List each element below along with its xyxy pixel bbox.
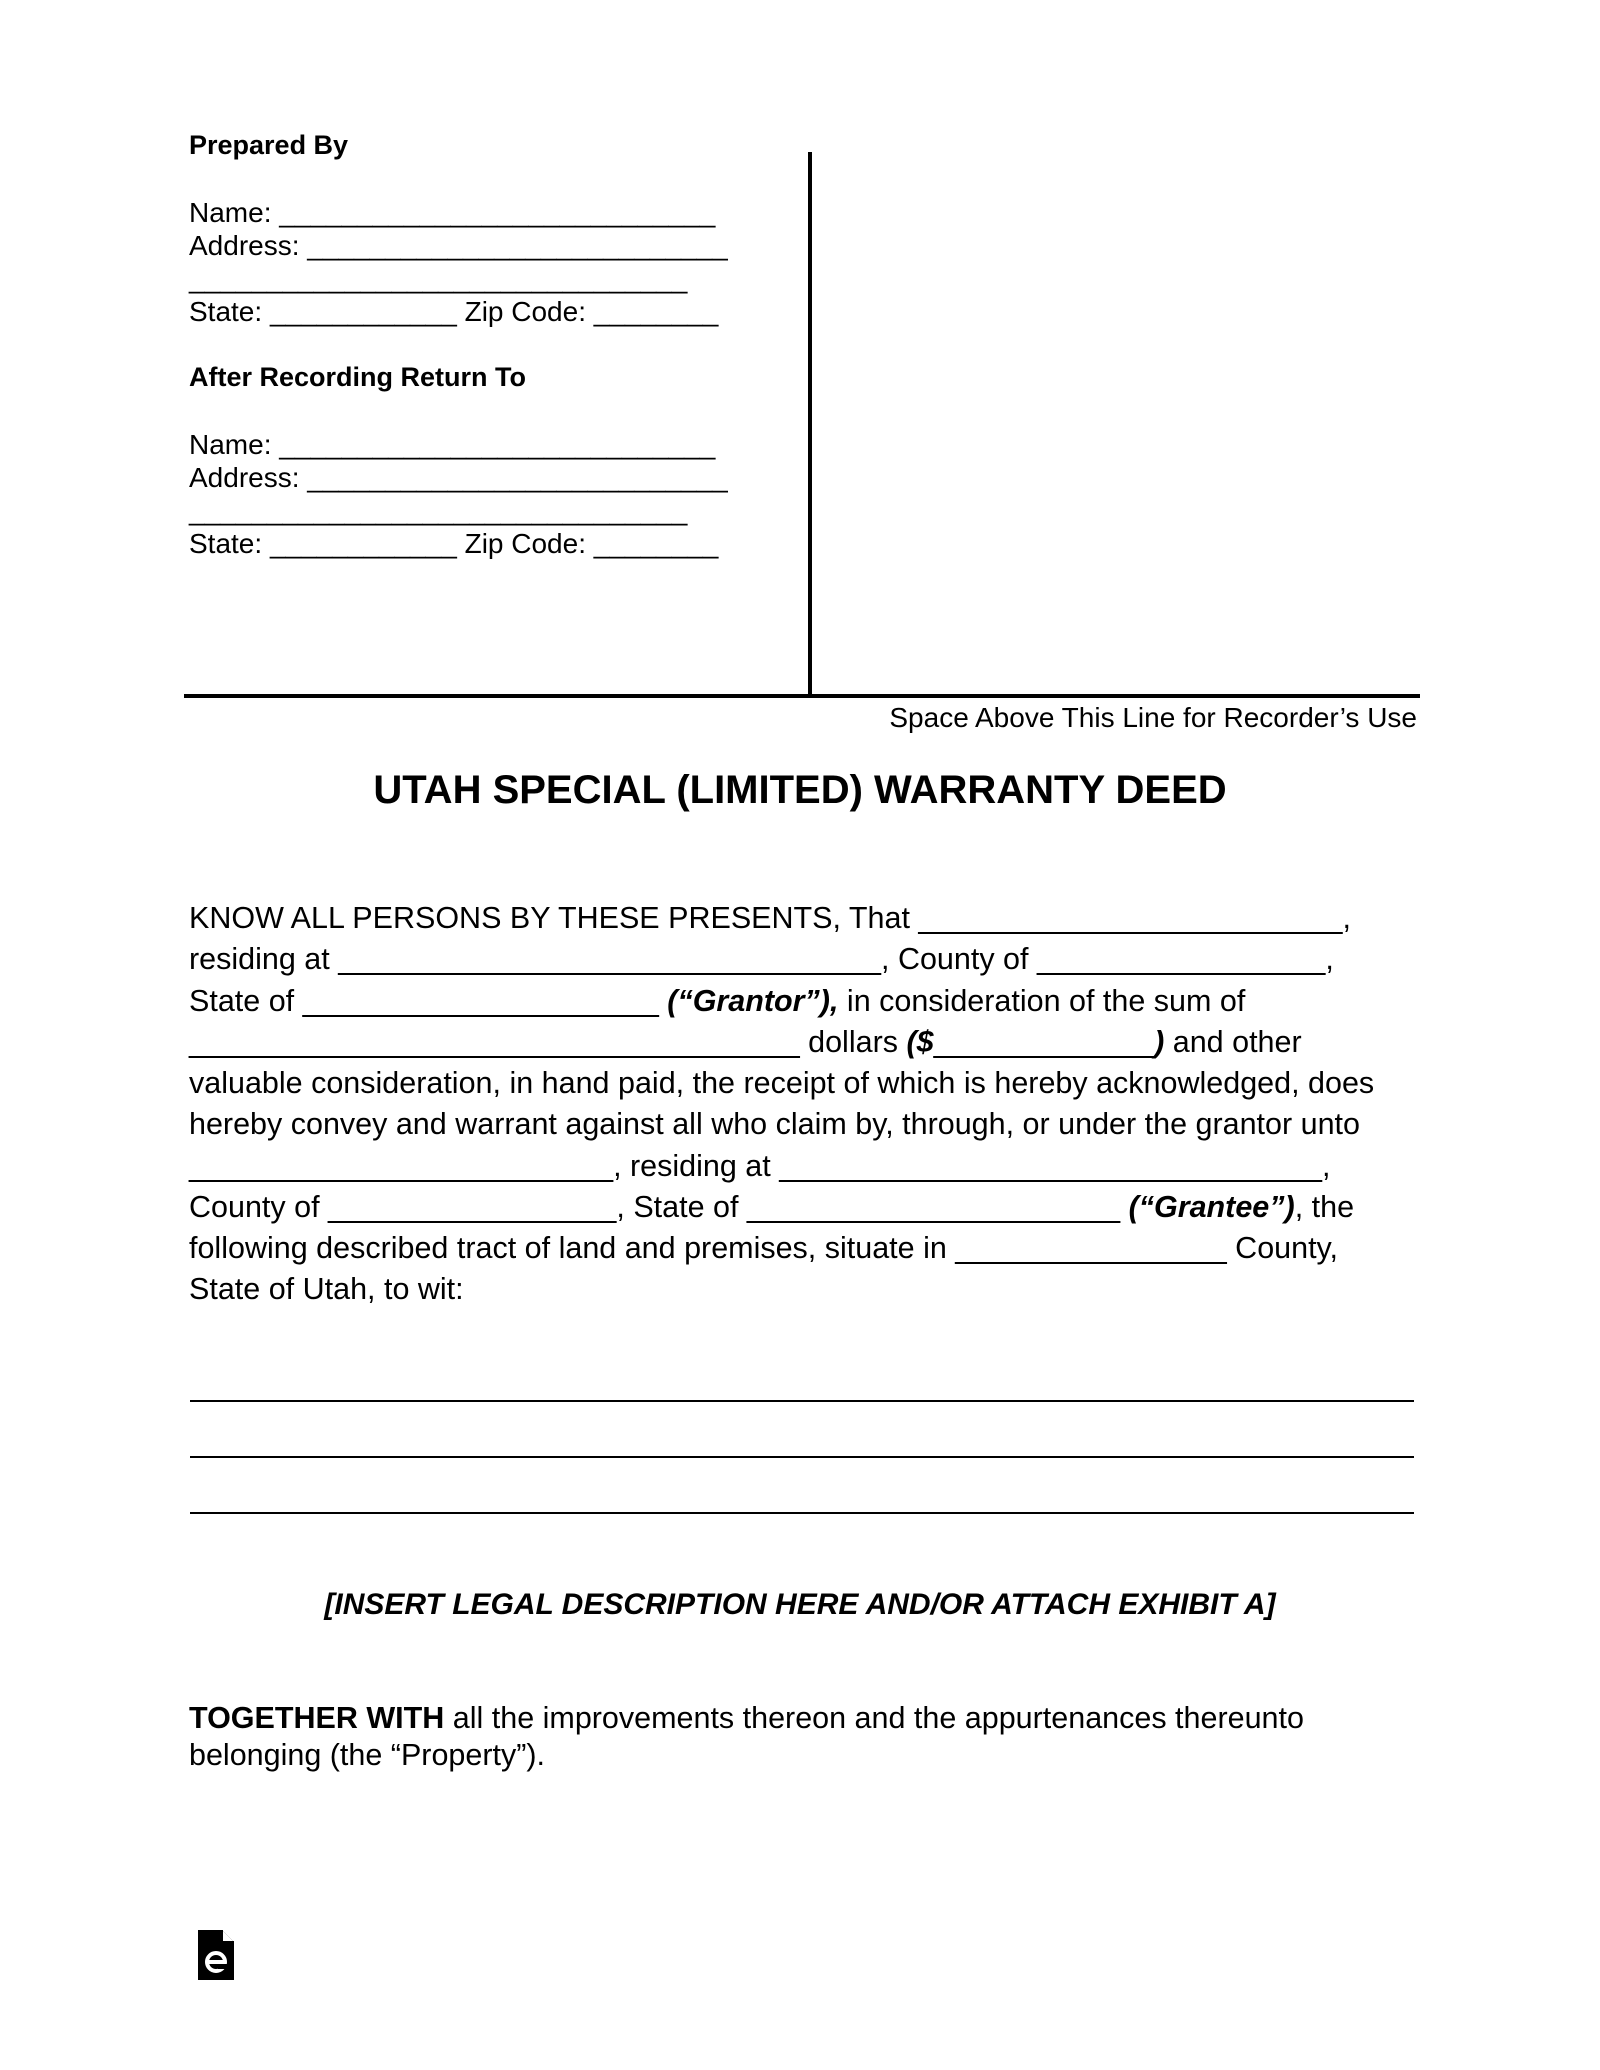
grantor-label: (“Grantor”),	[667, 984, 839, 1018]
together-with-text: all the improvements thereon and the appurtenances thereunto	[444, 1701, 1304, 1735]
legal-description-line-2[interactable]	[190, 1456, 1414, 1458]
return-to-state-zip-field[interactable]: State: ____________ Zip Code: ________	[189, 528, 719, 559]
body-line-6: hereby convey and warrant against all who claim by, through, or under the grantor unto	[189, 1107, 1360, 1141]
prepared-by-name-field[interactable]: Name: ____________________________	[189, 197, 716, 228]
and-other-text: and other	[1164, 1025, 1302, 1059]
body-line-8	[189, 1190, 1354, 1225]
vertical-divider	[808, 152, 812, 696]
the-text: , the	[1294, 1190, 1355, 1224]
insert-legal-description-note: [INSERT LEGAL DESCRIPTION HERE AND/OR ATTACH EXHIBIT A]	[324, 1588, 1276, 1621]
dollars-text: ____________________________________ dollars	[189, 1025, 907, 1059]
prepared-by-state-zip-field[interactable]: State: ____________ Zip Code: ________	[189, 296, 719, 327]
dollar-sign: ($	[906, 1025, 934, 1059]
body-line-10: State of Utah, to wit:	[189, 1272, 464, 1306]
document-title: UTAH SPECIAL (LIMITED) WARRANTY DEED	[373, 768, 1227, 812]
body-line-3	[189, 984, 1245, 1019]
body-line-7: _________________________, residing at ________________________________,	[189, 1149, 1331, 1183]
body-line-1: KNOW ALL PERSONS BY THESE PRESENTS, That _________________________,	[189, 901, 1351, 935]
grantee-county-text: County of _________________, State of ______________________	[189, 1190, 1129, 1224]
amount-blank: _____________	[933, 1025, 1155, 1059]
recorder-divider	[184, 694, 1420, 698]
together-with-label: TOGETHER WITH	[189, 1701, 445, 1735]
together-with-paragraph	[189, 1700, 1304, 1774]
return-to-heading: After Recording Return To	[189, 362, 526, 392]
consideration-text: in consideration of the sum of	[838, 984, 1246, 1018]
body-line-9: following described tract of land and premises, situate in ________________ County,	[189, 1231, 1339, 1265]
grantor-state-text: State of _____________________	[189, 984, 668, 1018]
return-to-address-field[interactable]: Address: ___________________________	[189, 462, 728, 493]
legal-description-line-1[interactable]	[190, 1400, 1414, 1402]
document-e-icon	[198, 1930, 234, 1985]
amount-close-paren: )	[1154, 1025, 1165, 1059]
body-line-2: residing at ________________________________, County of _________________,	[189, 942, 1334, 976]
together-with-line-2: belonging (the “Property”).	[189, 1738, 546, 1772]
legal-description-line-3[interactable]	[190, 1512, 1414, 1514]
recorder-note: Space Above This Line for Recorder’s Use	[889, 702, 1417, 733]
prepared-by-address-field[interactable]: Address: ___________________________	[189, 230, 728, 261]
body-line-4	[189, 1025, 1302, 1060]
prepared-by-address2-field[interactable]: ________________________________	[189, 263, 688, 294]
return-to-address2-field[interactable]: ________________________________	[189, 495, 688, 526]
return-to-name-field[interactable]: Name: ____________________________	[189, 429, 716, 460]
grantee-label: (“Grantee”)	[1128, 1190, 1295, 1224]
body-line-5: valuable consideration, in hand paid, the receipt of which is hereby acknowledged, does	[189, 1066, 1375, 1100]
prepared-by-heading: Prepared By	[189, 130, 349, 160]
